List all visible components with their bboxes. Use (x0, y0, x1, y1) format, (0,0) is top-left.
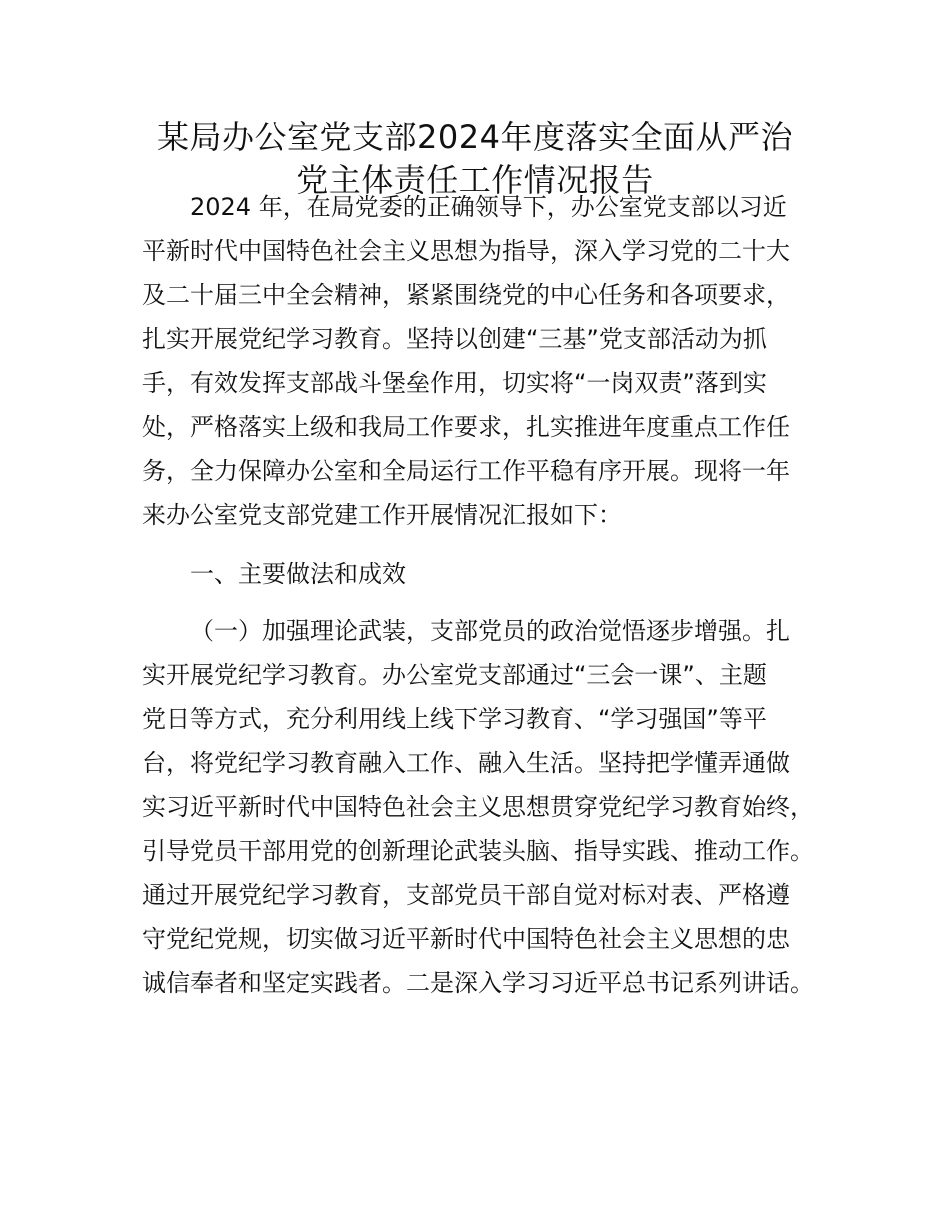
section1-line-2: 实开展党纪学习教育。办公室党支部通过“三会一课”、主题 (142, 661, 767, 689)
section1-line-3: 党日等方式，充分利用线上线下学习教育、“学习强国”等平 (142, 705, 767, 733)
intro-line-4: 扎实开展党纪学习教育。坚持以创建“三基”党支部活动为抓 (142, 325, 767, 353)
intro-line-5: 手，有效发挥支部战斗堡垒作用，切实将“一岗双责”落到实 (142, 369, 767, 397)
intro-line-7: 务，全力保障办公室和全局运行工作平稳有序开展。现将一年 (142, 457, 790, 485)
section1-line-5: 实习近平新时代中国特色社会主义思想贯穿党纪学习教育始终， (142, 793, 814, 821)
document-title-line-2: 党主体责任工作情况报告 (296, 161, 654, 199)
section1-line-9: 诚信奉者和坚定实践者。二是深入学习习近平总书记系列讲话。 (142, 969, 814, 997)
intro-line-6: 处，严格落实上级和我局工作要求，扎实推进年度重点工作任 (142, 413, 790, 441)
section1-line-6: 引导党员干部用党的创新理论武装头脑、指导实践、推动工作。 (142, 837, 814, 865)
section1-line-4: 台，将党纪学习教育融入工作、融入生活。坚持把学懂弄通做 (142, 749, 790, 777)
section1-line-8: 守党纪党规，切实做习近平新时代中国特色社会主义思想的忠 (142, 925, 790, 953)
intro-line-1: 2024 年，在局党委的正确领导下，办公室党支部以习近 (190, 193, 787, 221)
document-title-line-1: 某局办公室党支部2024年度落实全面从严治 (157, 118, 793, 156)
section1-line-7: 通过开展党纪学习教育，支部党员干部自觉对标对表、严格遵 (142, 881, 790, 909)
intro-line-3: 及二十届三中全会精神，紧紧围绕党的中心任务和各项要求， (142, 281, 790, 309)
intro-line-8: 来办公室党支部党建工作开展情况汇报如下： (142, 501, 622, 529)
section-heading: 一、主要做法和成效 (190, 560, 406, 588)
intro-line-2: 平新时代中国特色社会主义思想为指导，深入学习党的二十大 (142, 237, 790, 265)
section1-line-1: （一）加强理论武装，支部党员的政治觉悟逐步增强。扎 (190, 617, 790, 645)
